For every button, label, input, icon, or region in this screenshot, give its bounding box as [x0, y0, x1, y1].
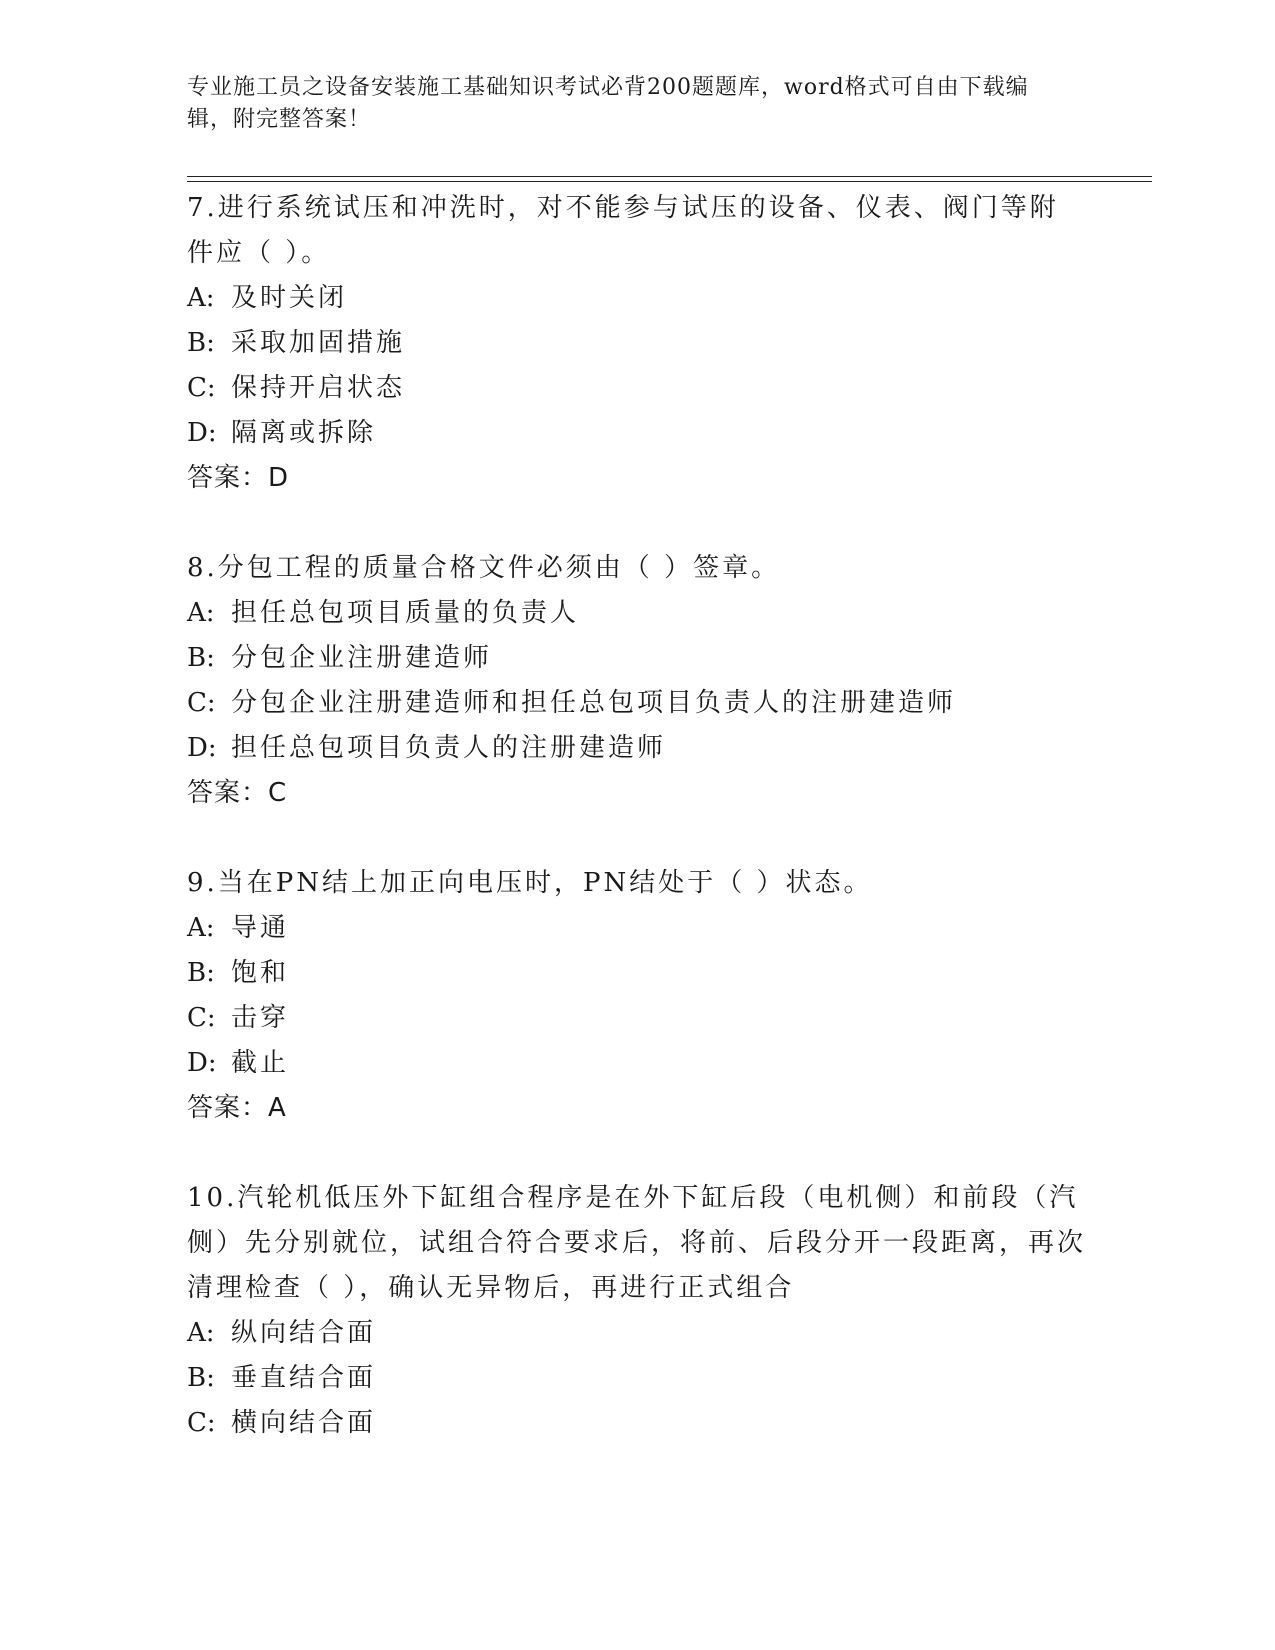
answer: 答案：D [187, 463, 290, 493]
option-c [187, 681, 1087, 726]
question-text: 10.汽轮机低压外下缸组合程序是在外下缸后段（电机侧）和前段（汽侧）先分别就位，试组合符合要求后，将前、后段分开一段距离，再次清理检查（ ），确认无异物后，再进行正式组合 [187, 1183, 1087, 1303]
option-text: 担任总包项目负责人的注册建造师 [231, 733, 667, 763]
question-10 [187, 1176, 1087, 1446]
option-label: A: [187, 913, 215, 943]
option-b [187, 1356, 1087, 1401]
option-label: A: [187, 598, 215, 628]
option-text: 截止 [231, 1048, 290, 1078]
option-label: B: [187, 328, 215, 358]
option-label: A: [187, 283, 215, 313]
option-label: C: [187, 1003, 216, 1033]
option-b [187, 951, 1087, 996]
option-text: 纵向结合面 [231, 1318, 377, 1348]
option-label: A: [187, 1318, 215, 1348]
question-list [187, 186, 1087, 1491]
option-text: 采取加固措施 [231, 328, 406, 358]
option-b [187, 321, 1087, 366]
question-text: 9.当在PN结上加正向电压时，PN结处于（ ）状态。 [187, 868, 873, 898]
option-label: D: [187, 1048, 217, 1078]
option-a [187, 1311, 1087, 1356]
option-text: 导通 [231, 913, 290, 943]
question-7 [187, 186, 1087, 501]
option-text: 担任总包项目质量的负责人 [231, 598, 580, 628]
answer: 答案：C [187, 778, 288, 808]
option-text: 分包企业注册建造师 [231, 643, 493, 673]
option-text: 击穿 [231, 1003, 290, 1033]
option-b [187, 636, 1087, 681]
option-d [187, 411, 1087, 456]
option-d [187, 1041, 1087, 1086]
option-label: D: [187, 733, 217, 763]
option-a [187, 591, 1087, 636]
option-text: 及时关闭 [231, 283, 348, 313]
document-header: 专业施工员之设备安装施工基础知识考试必背200题题库，word格式可自由下载编辑，附完整答案！ [187, 75, 1029, 132]
question-text: 8.分包工程的质量合格文件必须由（ ）签章。 [187, 553, 781, 583]
option-label: C: [187, 688, 216, 718]
option-text: 分包企业注册建造师和担任总包项目负责人的注册建造师 [231, 688, 957, 718]
option-text: 垂直结合面 [231, 1363, 377, 1393]
option-a [187, 906, 1087, 951]
option-label: D: [187, 418, 217, 448]
option-c [187, 366, 1087, 411]
option-label: B: [187, 643, 215, 673]
header-rule-bottom [187, 181, 1152, 182]
question-text: 7.进行系统试压和冲洗时，对不能参与试压的设备、仪表、阀门等附件应（ ）。 [187, 193, 1059, 268]
answer: 答案：A [187, 1093, 287, 1123]
option-c [187, 996, 1087, 1041]
option-text: 横向结合面 [231, 1408, 377, 1438]
option-label: B: [187, 1363, 215, 1393]
header-rule-top [187, 176, 1152, 177]
option-text: 饱和 [231, 958, 290, 988]
question-8 [187, 546, 1087, 816]
option-a [187, 276, 1087, 321]
option-text: 保持开启状态 [231, 373, 406, 403]
option-label: B: [187, 958, 215, 988]
option-c [187, 1401, 1087, 1446]
option-d [187, 726, 1087, 771]
option-label: C: [187, 1408, 216, 1438]
option-label: C: [187, 373, 216, 403]
question-9 [187, 861, 1087, 1131]
option-text: 隔离或拆除 [231, 418, 377, 448]
